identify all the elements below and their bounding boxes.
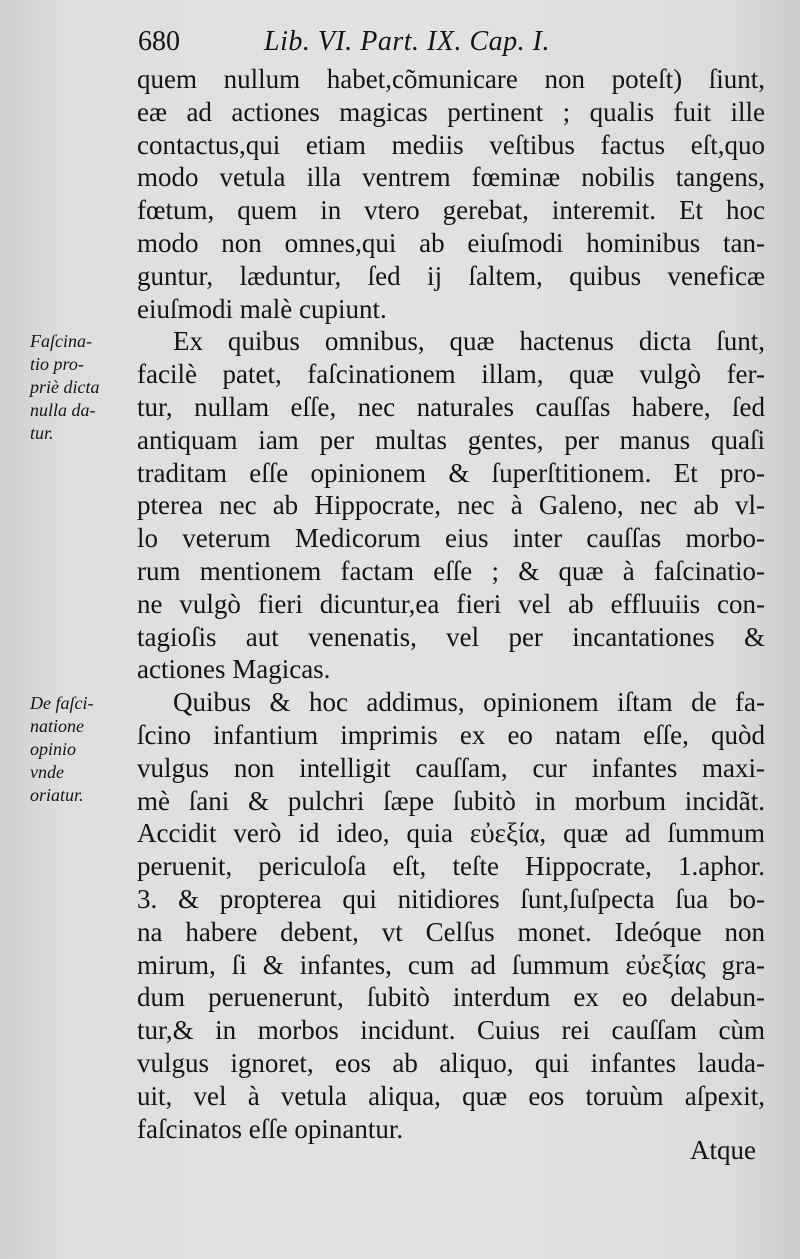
body-line: uit, vel à vetula aliqua, quæ eos toruùm aſpexit, <box>137 1080 765 1111</box>
margin-note-line: De faſci- <box>30 693 94 713</box>
margin-note-line: nulla da- <box>30 400 96 420</box>
catchword: Atque <box>690 1135 756 1165</box>
body-line: antiquam iam per multas gentes, per manus quaſi <box>137 424 765 455</box>
body-line: faſcinatos eſſe opinantur. <box>137 1113 404 1144</box>
body-line: Accidit verò id ideo, quia εὐεξία, quæ ad ſummum <box>137 818 765 849</box>
paragraph-first-line: Quibus & hoc addimus, opinionem iſtam de fa- <box>173 687 765 718</box>
margin-note-line: natione <box>30 716 84 736</box>
body-line: ſcino infantium imprimis ex eo natam eſſe, quòd <box>137 719 765 750</box>
margin-note-line: oriatur. <box>30 785 84 805</box>
margin-note-fascinatio <box>30 330 130 445</box>
body-line: tur,& in morbos incidunt. Cuius rei cauſſam cùm <box>137 1015 765 1046</box>
body-line: vulgus ignoret, eos ab aliquo, qui infantes lauda- <box>137 1047 765 1078</box>
body-line: mirum, ſi & infantes, cum ad ſummum εὐεξίας gra- <box>137 949 765 980</box>
running-head: Lib. VI. Part. IX. Cap. I. <box>264 26 550 57</box>
body-line: pterea nec ab Hippocrate, nec à Galeno, nec ab vl- <box>137 490 765 521</box>
margin-note-line: tio pro- <box>30 354 84 374</box>
body-line: quem nullum habet,cõmunicare non poteſt) ſiunt, <box>137 64 765 94</box>
body-line: contactus,qui etiam mediis veſtibus factus eſt,quo <box>137 129 765 160</box>
body-line: facilè patet, faſcinationem illam, quæ vulgò fer- <box>137 359 765 390</box>
body-line: eiuſmodi malè cupiunt. <box>137 293 387 324</box>
body-line: dum peruenerunt, ſubitò interdum ex eo delabun- <box>137 982 765 1013</box>
body-line: ne vulgò fieri dicuntur,ea fieri vel ab effluuiis con- <box>137 588 765 619</box>
body-line: modo non omnes,qui ab eiuſmodi hominibus tan- <box>137 227 765 258</box>
margin-note-line: vnde <box>30 762 64 782</box>
body-line: tur, nullam eſſe, nec naturales cauſſas habere, ſed <box>137 391 765 422</box>
page-number: 680 <box>138 26 180 57</box>
margin-note-de-fascinatione <box>30 692 130 807</box>
page-header <box>138 22 738 62</box>
paragraph-first-line: Ex quibus omnibus, quæ hactenus dicta ſunt, <box>173 326 765 357</box>
margin-note-line: tur. <box>30 423 54 443</box>
body-line: traditam eſſe opinionem & ſuperſtitionem. Et pro- <box>137 457 765 488</box>
body-line: modo vetula illa ventrem fœminæ nobilis tangens, <box>137 162 765 193</box>
margin-note-line: opinio <box>30 739 77 759</box>
body-line: peruenit, periculoſa eſt, teſte Hippocrate, 1.aphor. <box>137 851 765 882</box>
margin-note-line: Faſcina- <box>30 331 92 351</box>
body-line: 3. & propterea qui nitidiores ſunt,ſuſpecta ſua bo- <box>137 883 765 914</box>
body-line: lo veterum Medicorum eius inter cauſſas morbo- <box>137 523 765 554</box>
body-line: na habere debent, vt Celſus monet. Ideóque non <box>137 916 765 947</box>
body-line: rum mentionem factam eſſe ; & quæ à faſcinatio- <box>137 555 765 586</box>
margin-note-line: priè dicta <box>30 377 100 397</box>
body-line: tagioſis aut venenatis, vel per incantationes & <box>137 621 765 652</box>
body-line: fœtum, quem in vtero gerebat, interemit. Et hoc <box>137 195 765 226</box>
body-line: vulgus non intelligit cauſſam, cur infantes maxi- <box>137 752 765 783</box>
text-column <box>137 63 765 1145</box>
body-line: guntur, læduntur, ſed ij ſaltem, quibus veneficæ <box>137 260 765 291</box>
body-line: mè ſani & pulchri ſæpe ſubitò in morbum incidãt. <box>137 785 765 816</box>
body-line: actiones Magicas. <box>137 654 331 685</box>
body-line: eæ ad actiones magicas pertinent ; qualis fuit ille <box>137 96 765 127</box>
